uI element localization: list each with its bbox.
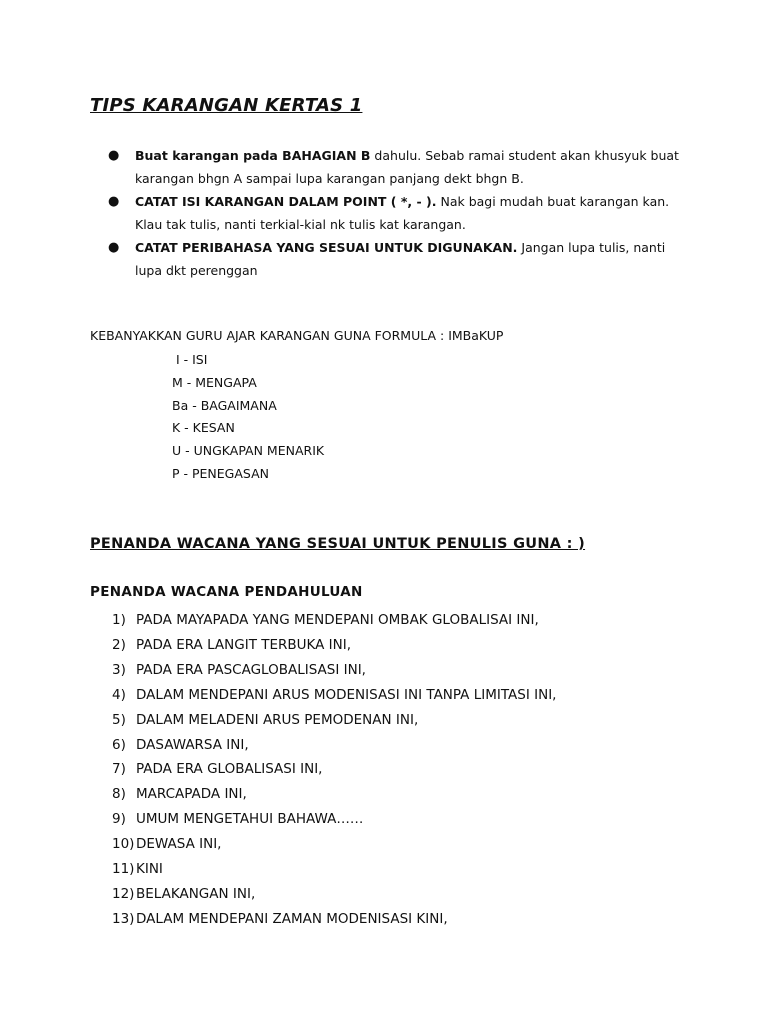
item-number: 5) <box>112 711 126 728</box>
formula-item: M - MENGAPA <box>172 374 257 390</box>
list-item <box>112 608 556 633</box>
bullet-icon: ● <box>108 194 120 209</box>
tips-list <box>108 144 688 282</box>
list-item <box>112 782 556 807</box>
tip-item <box>108 236 688 282</box>
formula-item: P - PENEGASAN <box>172 465 269 481</box>
item-text: DALAM MENDEPANI ARUS MODENISASI INI TANPA LIMITASI INI, <box>136 686 557 703</box>
item-text: MARCAPADA INI, <box>136 786 247 803</box>
list-item <box>112 683 556 708</box>
list-item <box>112 807 556 832</box>
tip-item <box>108 144 688 190</box>
document-title: TIPS KARANGAN KERTAS 1 <box>90 95 363 116</box>
item-text: BELAKANGAN INI, <box>136 885 256 902</box>
item-number: 9) <box>112 811 126 828</box>
bullet-icon: ● <box>108 240 120 255</box>
formula-item: Ba - BAGAIMANA <box>172 397 277 413</box>
item-number: 7) <box>112 761 126 778</box>
subsection-title: PENANDA WACANA PENDAHULUAN <box>90 584 363 600</box>
formula-item: U - UNGKAPAN MENARIK <box>172 443 325 459</box>
item-number: 6) <box>112 736 126 753</box>
item-text: UMUM MENGETAHUI BAHAWA…… <box>136 811 364 828</box>
item-text: DALAM MENDEPANI ZAMAN MODENISASI KINI, <box>136 910 448 927</box>
list-item <box>112 857 556 882</box>
list-item <box>112 658 556 683</box>
item-text: PADA ERA GLOBALISASI INI, <box>136 761 323 778</box>
list-item <box>112 633 556 658</box>
item-number: 4) <box>112 686 126 703</box>
item-text: PADA ERA LANGIT TERBUKA INI, <box>136 636 352 653</box>
tip-bold-text: CATAT PERIBAHASA YANG SESUAI UNTUK DIGUNAKAN. <box>135 240 518 255</box>
bullet-icon: ● <box>108 148 120 163</box>
tip-item <box>108 190 688 236</box>
item-number: 8) <box>112 786 126 803</box>
item-number: 2) <box>112 636 126 653</box>
tip-text: Nak bagi mudah buat karangan kan. Klau tak tulis, nanti terkial-kial nk tulis kat karangan. <box>135 194 670 232</box>
item-text: DALAM MELADENI ARUS PEMODENAN INI, <box>136 711 419 728</box>
item-number: 3) <box>112 661 126 678</box>
item-number: 13) <box>112 910 135 927</box>
item-number: 11) <box>112 861 135 878</box>
tip-text: Jangan lupa tulis, nanti lupa dkt perenggan <box>135 240 666 278</box>
phrase-list <box>112 608 556 932</box>
list-item <box>112 757 556 782</box>
tip-text: dahulu. Sebab ramai student akan khusyuk buat karangan bhgn A sampai lupa karangan panjang dekt bhgn B. <box>135 148 679 186</box>
item-text: DASAWARSA INI, <box>136 736 249 753</box>
formula-item: K - KESAN <box>172 420 235 436</box>
item-text: DEWASA INI, <box>136 836 222 853</box>
item-number: 12) <box>112 885 135 902</box>
list-item <box>112 907 556 932</box>
list-item <box>112 708 556 733</box>
item-text: KINI <box>136 861 163 878</box>
list-item <box>112 832 556 857</box>
list-item <box>112 882 556 907</box>
item-number: 1) <box>112 612 126 628</box>
tip-bold-text: CATAT ISI KARANGAN DALAM POINT ( *, - ). <box>135 194 437 209</box>
item-text: PADA MAYAPADA YANG MENDEPANI OMBAK GLOBALISAI INI, <box>136 612 539 628</box>
formula-list <box>172 349 324 486</box>
item-text: PADA ERA PASCAGLOBALISASI INI, <box>136 661 366 678</box>
item-number: 10) <box>112 836 135 853</box>
section-title: PENANDA WACANA YANG SESUAI UNTUK PENULIS GUNA : ) <box>90 536 586 552</box>
formula-item: I - ISI <box>172 352 208 367</box>
formula-heading: KEBANYAKKAN GURU AJAR KARANGAN GUNA FORMULA : IMBaKUP <box>90 328 504 343</box>
list-item <box>112 733 556 758</box>
tip-bold-text: Buat karangan pada BAHAGIAN B <box>135 148 371 163</box>
